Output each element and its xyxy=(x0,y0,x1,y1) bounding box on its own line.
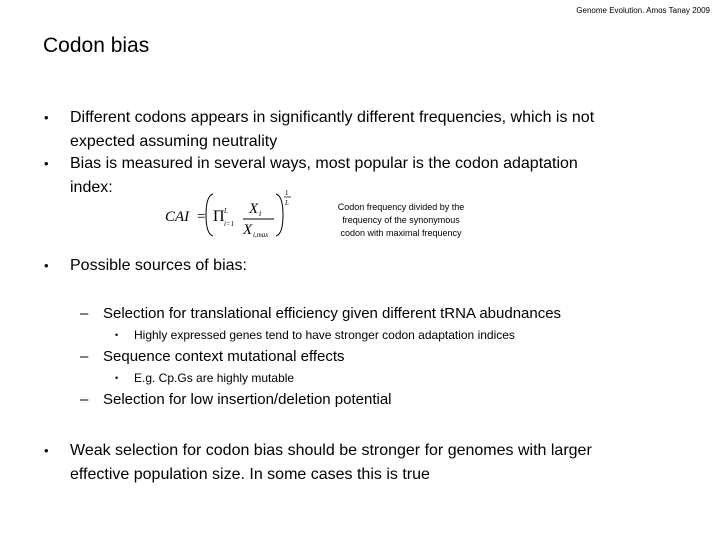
cai-formula xyxy=(163,186,303,244)
bullet-item xyxy=(44,254,704,278)
formula-denominator: X xyxy=(243,222,253,238)
bullet-line: Possible sources of bias: xyxy=(70,257,247,274)
sub-item-text: Selection for translational efficiency given different tRNA abudnances xyxy=(103,305,562,322)
formula-note xyxy=(316,201,486,240)
formula-note-line: Codon frequency divided by the xyxy=(337,202,465,212)
bullet-text xyxy=(70,254,247,278)
right-bracket xyxy=(276,194,283,236)
formula-note-line: frequency of the synonymous xyxy=(342,215,460,225)
sub-item-marker: – xyxy=(80,391,89,408)
sub-sub-item-marker: • xyxy=(115,373,119,383)
left-bracket xyxy=(206,194,213,236)
formula-numerator-sub: i xyxy=(259,209,262,218)
bullet-item xyxy=(44,152,704,200)
sub-item-text: Selection for low insertion/deletion potential xyxy=(103,391,392,408)
bullet-text xyxy=(70,152,578,200)
sub-sub-item-marker: • xyxy=(115,330,119,340)
bullet-marker: • xyxy=(44,258,49,273)
bullet-item xyxy=(44,439,704,487)
bullet-line: index: xyxy=(70,179,113,196)
formula-exponent-den: L xyxy=(285,199,289,207)
formula-equals: = xyxy=(197,209,206,225)
bullet-marker: • xyxy=(44,110,49,125)
sub-sub-item-text: E.g. Cp.Gs are highly mutable xyxy=(134,371,295,385)
bullet-marker: • xyxy=(44,156,49,171)
bullet-marker: • xyxy=(44,443,49,458)
slide-title: Codon bias xyxy=(43,34,150,57)
formula-note-line: codon with maximal frequency xyxy=(340,228,462,238)
bullet-line: effective population size. In some cases this is true xyxy=(70,466,430,483)
sub-sub-item-text: Highly expressed genes tend to have stronger codon adaptation indices xyxy=(134,328,515,342)
cai-formula-graphic xyxy=(163,186,303,244)
bullet-line: Bias is measured in several ways, most popular is the codon adaptation xyxy=(70,155,578,172)
formula-denominator-sub: i,max xyxy=(253,231,269,239)
header-note: Genome Evolution. Amos Tanay 2009 xyxy=(576,6,710,15)
formula-numerator: X xyxy=(249,201,259,217)
sub-item-marker: – xyxy=(80,305,89,322)
bullet-line: Weak selection for codon bias should be stronger for genomes with larger xyxy=(70,442,592,459)
formula-exponent-num: 1 xyxy=(285,189,289,197)
formula-lhs: CAI xyxy=(165,209,190,225)
bullet-text xyxy=(70,439,592,487)
bullet-text xyxy=(70,106,594,154)
sub-item-text: Sequence context mutational effects xyxy=(103,348,345,365)
sub-item-marker: – xyxy=(80,348,89,365)
formula-product: Π xyxy=(213,208,225,225)
formula-upper-index: L xyxy=(224,207,228,215)
formula-lower-index: i=1 xyxy=(224,220,235,228)
bullet-line: Different codons appears in significantly different frequencies, which is not xyxy=(70,109,595,126)
bullet-line: expected assuming neutrality xyxy=(70,133,278,150)
bullet-item xyxy=(44,106,704,154)
